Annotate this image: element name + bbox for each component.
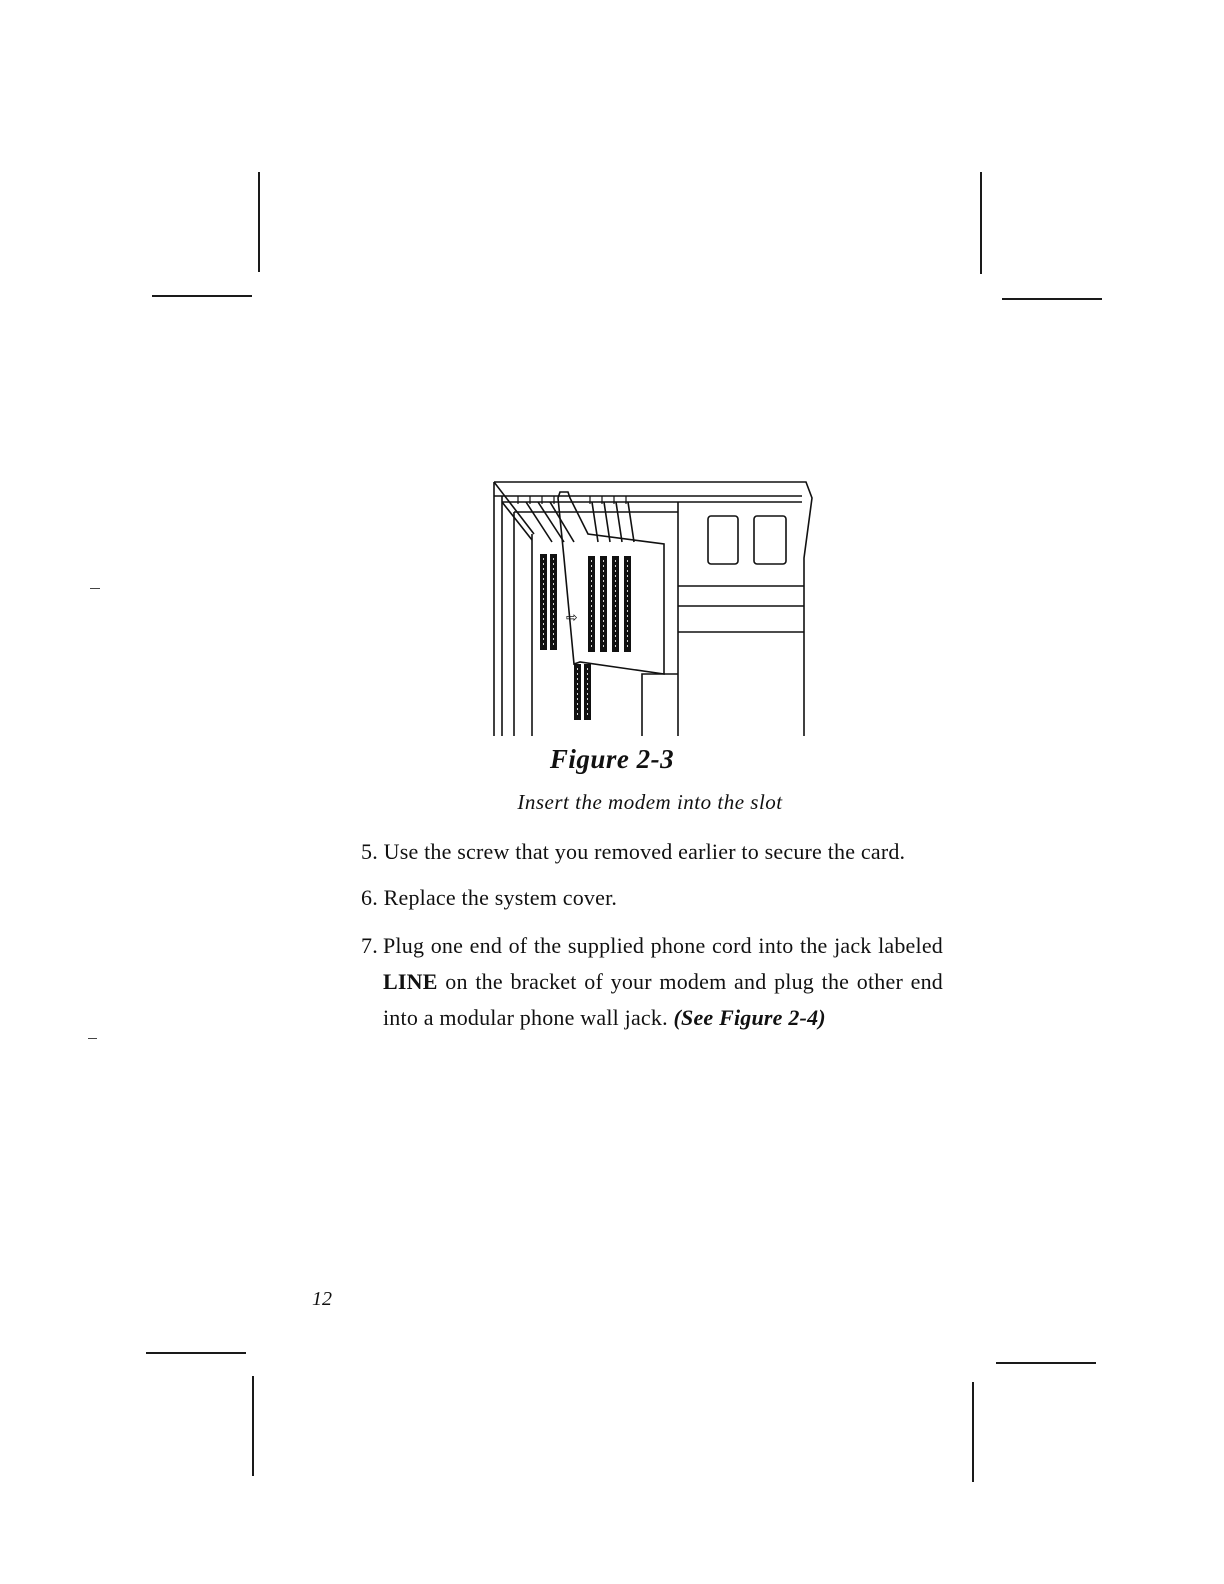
scan-speck [90,588,100,589]
step-5 [361,834,961,870]
crop-mark-top-right-vertical [980,172,982,274]
crop-mark-bottom-left-horizontal [146,1352,246,1354]
figure-illustration [492,478,820,740]
page-number: 12 [312,1288,332,1310]
step-number: 6. [361,885,378,910]
computer-case-diagram [492,478,820,740]
figure-reference: (See Figure 2-4) [673,1005,826,1030]
step-6 [361,880,961,916]
step-number: 7. [361,933,378,958]
figure-caption: Insert the modem into the slot [517,790,783,814]
step-text: Use the screw that you removed earlier to secure the card. [383,839,906,864]
figure-title: Figure 2-3 [549,744,675,774]
crop-mark-top-right-horizontal [1002,298,1102,300]
crop-mark-top-left-horizontal [152,295,252,297]
crop-mark-top-left-vertical [258,172,260,272]
step-text-before: Plug one end of the supplied phone cord into the jack labeled [383,933,943,958]
modem-card [558,492,664,674]
scan-speck [88,1038,97,1039]
insert-arrow-icon: ⇨ [566,610,578,626]
step-text-after: on the bracket of your modem and plug the other end into a modular phone wall jack. [383,969,943,1030]
crop-mark-bottom-left-vertical [252,1376,254,1476]
drive-bay-1 [708,516,738,564]
drive-bay-2 [754,516,786,564]
crop-mark-bottom-right-horizontal [996,1362,1096,1364]
crop-mark-bottom-right-vertical [972,1382,974,1482]
step-body [383,928,943,1036]
jack-label-line: LINE [383,969,438,994]
step-number: 5. [361,839,378,864]
step-text: Replace the system cover. [383,885,618,910]
step-7 [361,928,943,1036]
